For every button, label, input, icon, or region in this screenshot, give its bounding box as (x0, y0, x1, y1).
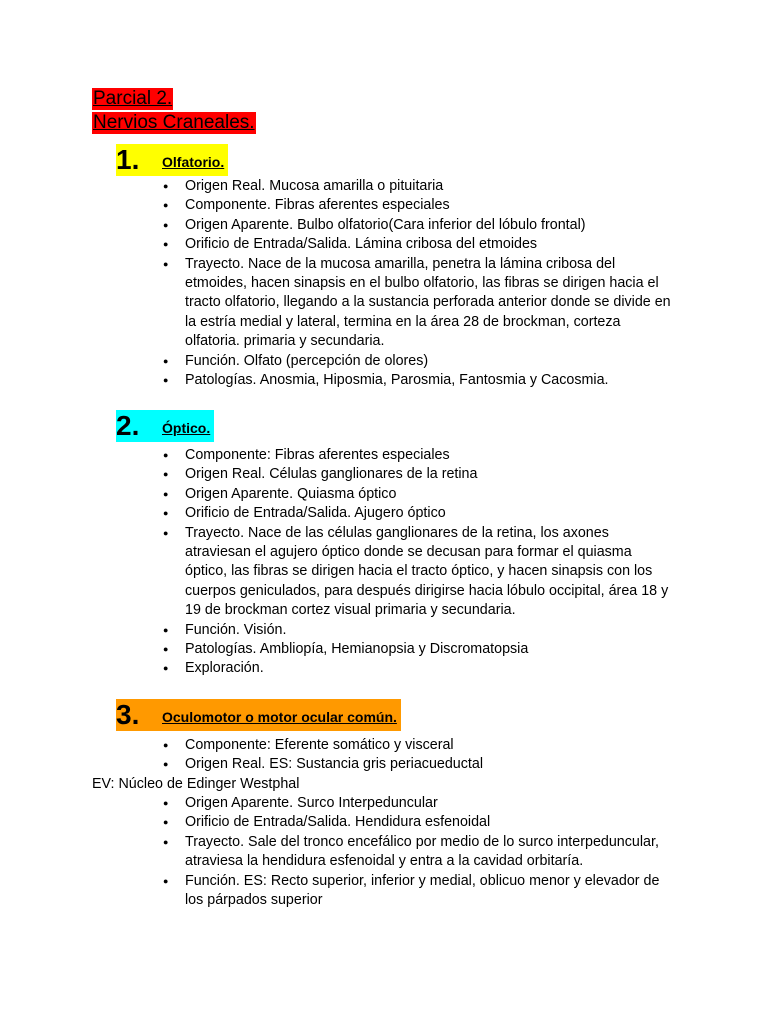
list-item: ● Exploración. (0, 659, 675, 678)
list-item: ● Origen Aparente. Bulbo olfatorio(Cara inferior del lóbulo frontal) (0, 216, 675, 235)
list-item: ● Orificio de Entrada/Salida. Hendidura esfenoidal (0, 813, 675, 832)
list-item: ● Trayecto. Nace de las células ganglionares de la retina, los axones atraviesan el agujero óptico donde se decusan para formar el quiasma óptico, las fibras se dirigen hacia el tracto óptico, y hacen sinapsis con los cuerpos geniculados, para después dirigirse hacia lóbulo occipital, área 18 y 19 de brockman cortez visual primaria y secundaria. (0, 524, 675, 621)
list-item: ● Función. Olfato (percepción de olores) (0, 352, 675, 371)
section-heading-olfatorio (116, 144, 228, 176)
list-item: ● Origen Aparente. Quiasma óptico (0, 485, 675, 504)
section-heading-oculomotor (116, 699, 401, 731)
section-title: Olfatorio. (162, 154, 225, 170)
section-1-list (0, 177, 768, 390)
list-item: ● Origen Real. Células ganglionares de la retina (0, 465, 675, 484)
list-item: ● Origen Real. ES: Sustancia gris periacueductal (0, 755, 675, 774)
section-title: Oculomotor o motor ocular común. (162, 709, 397, 725)
section-title: Óptico. (162, 420, 211, 436)
list-item: ● Trayecto. Nace de la mucosa amarilla, penetra la lámina cribosa del etmoides, hacen sinapsis en el bulbo olfatorio, las fibras se dirigen hacia el tracto olfatorio, llegando a la sustancia perforada anterior donde se divide en la estría medial y lateral, termina en la área 28 de brockman, corteza olfatoria. primaria y secundaria. (0, 255, 675, 352)
section-number: 1. (116, 144, 140, 175)
list-item: ● Componente: Eferente somático y visceral (0, 736, 675, 755)
section-2-list (0, 446, 768, 679)
list-item: ● Origen Real. Mucosa amarilla o pituitaria (0, 177, 675, 196)
list-item: ● Componente. Fibras aferentes especiales (0, 196, 675, 215)
list-item: ● Orificio de Entrada/Salida. Ajugero óptico (0, 504, 675, 523)
list-item: ● Origen Aparente. Surco Interpeduncular (0, 794, 675, 813)
section-number: 2. (116, 410, 140, 441)
list-item: ● Orificio de Entrada/Salida. Lámina cribosa del etmoides (0, 235, 675, 254)
plain-text-line: EV: Núcleo de Edinger Westphal (92, 776, 300, 792)
title-line-2: Nervios Craneales. (93, 112, 255, 133)
list-item: ● Trayecto. Sale del tronco encefálico por medio de lo surco interpeduncular, atraviesa la hendidura esfenoidal y entra a la cavidad orbitaría. (0, 833, 675, 872)
list-item: ● Función. ES: Recto superior, inferior y medial, oblicuo menor y elevador de los párpados superior (0, 872, 675, 911)
section-3-list-a (0, 736, 768, 775)
list-item: ● Función. Visión. (0, 621, 675, 640)
title-line-1: Parcial 2. (93, 88, 173, 109)
list-item: ● Patologías. Anosmia, Hiposmia, Parosmia, Fantosmia y Cacosmia. (0, 371, 675, 390)
section-3-list-b (0, 794, 768, 910)
list-item: ● Patologías. Ambliopía, Hemianopsia y Discromatopsia (0, 640, 675, 659)
list-item: ● Componente: Fibras aferentes especiales (0, 446, 675, 465)
section-number: 3. (116, 699, 140, 730)
section-heading-optico (116, 410, 214, 442)
